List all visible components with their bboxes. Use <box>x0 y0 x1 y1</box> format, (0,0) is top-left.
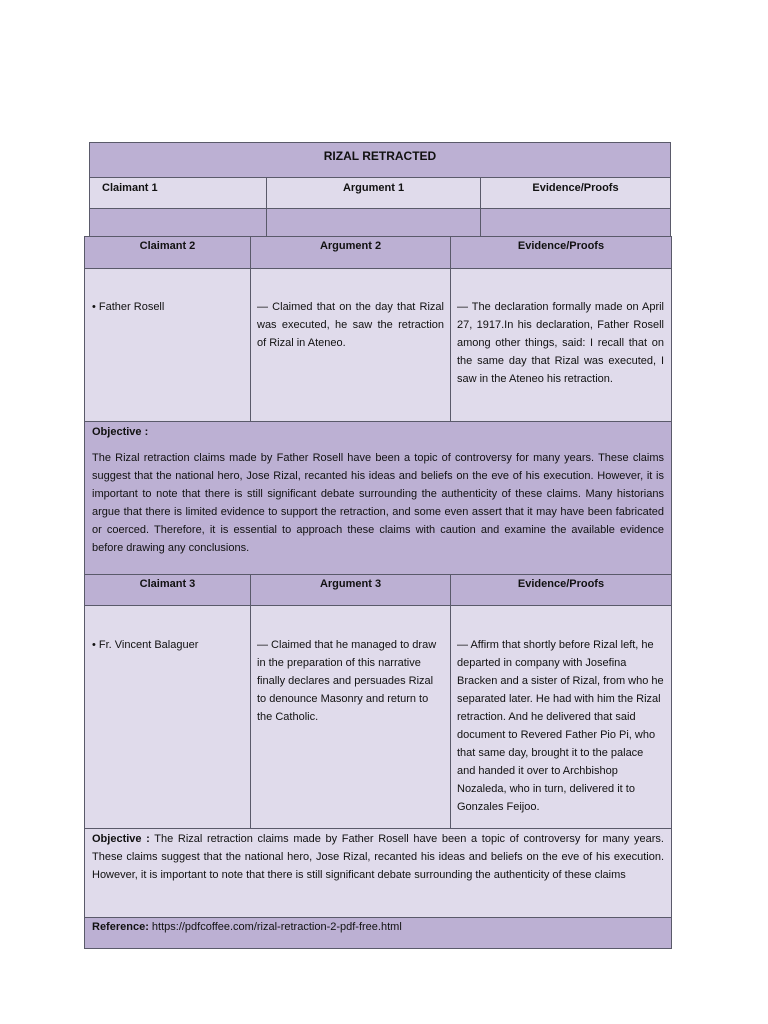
table1-cell-evidence <box>480 208 671 238</box>
table3-argument-cell <box>250 605 451 829</box>
table1-header-argument: Argument 1 <box>266 177 481 209</box>
objective-2-label: Objective : <box>92 833 150 845</box>
table2-evidence-cell <box>450 268 672 422</box>
reference-link[interactable]: https://pdfcoffee.com/rizal-retraction-2-pdf-free.html <box>148 921 402 933</box>
table2-header-evidence: Evidence/Proofs <box>450 236 672 269</box>
table1-cell-claimant <box>89 208 267 238</box>
table1-header-evidence: Evidence/Proofs <box>480 177 671 209</box>
table2-argument-cell <box>250 268 451 422</box>
table2-header-argument: Argument 2 <box>250 236 451 269</box>
table3-header-claimant: Claimant 3 <box>84 574 251 606</box>
claimant-3: • Fr. Vincent Balaguer <box>92 639 199 651</box>
table3-header-argument: Argument 3 <box>250 574 451 606</box>
table1-cell-argument <box>266 208 481 238</box>
table3-header-evidence: Evidence/Proofs <box>450 574 672 606</box>
claimant-2: • Father Rosell <box>92 301 165 313</box>
objective-1-text: The Rizal retraction claims made by Father Rosell have been a topic of controversy for many years. These claims suggest that the national hero, Jose Rizal, recanted his ideas and beliefs on the eve of his execution. However, it is important to note that there is still significant debate surrounding the authenticity of these claims. Many historians argue that there is limited evidence to support the retraction, and some even assert that it may have been fabricated or coerced. Therefore, it is essential to approach these claims with caution and examine the available evidence before drawing any conclusions. <box>92 452 664 554</box>
objective-2-text: The Rizal retraction claims made by Father Rosell have been a topic of controversy for many years. These claims suggest that the national hero, Jose Rizal, recanted his ideas and beliefs on the eve of his execution. However, it is important to note that there is still significant debate surrounding the authenticity of these claims <box>92 833 664 881</box>
table3-claimant-cell <box>84 605 251 829</box>
table1-header-claimant: Claimant 1 <box>89 177 267 209</box>
document-title-cell <box>89 142 671 178</box>
argument-3: — Claimed that he managed to draw in the preparation of this narrative finally declares and persuades Rizal to denounce Masonry and return to the Catholic. <box>257 639 437 723</box>
objective-2-section <box>84 828 672 918</box>
table2-claimant-cell <box>84 268 251 422</box>
table2-header-claimant: Claimant 2 <box>84 236 251 269</box>
objective-1-label: Objective : <box>92 426 149 438</box>
evidence-3: — Affirm that shortly before Rizal left, he departed in company with Josefina Bracken and a sister of Rizal, from who he separated later. He had with him the Rizal retraction. And he delivered that said document to Revered Father Pio Pi, who that same day, brought it to the palace and handed it over to Archbishop Nozaleda, who in turn, delivered it to Gonzales Feijoo. <box>457 639 664 813</box>
evidence-2: — The declaration formally made on April 27, 1917.In his declaration, Father Rosell among other things, said: I recall that on the same day that Rizal was executed, I saw in the Ateneo his retraction. <box>457 301 664 385</box>
reference-section <box>84 917 672 949</box>
objective-1-section <box>84 421 672 575</box>
reference-label: Reference: <box>92 921 149 933</box>
table3-evidence-cell <box>450 605 672 829</box>
document-title: RIZAL RETRACTED <box>323 149 437 163</box>
argument-2: — Claimed that on the day that Rizal was executed, he saw the retraction of Rizal in Ateneo. <box>257 301 444 349</box>
